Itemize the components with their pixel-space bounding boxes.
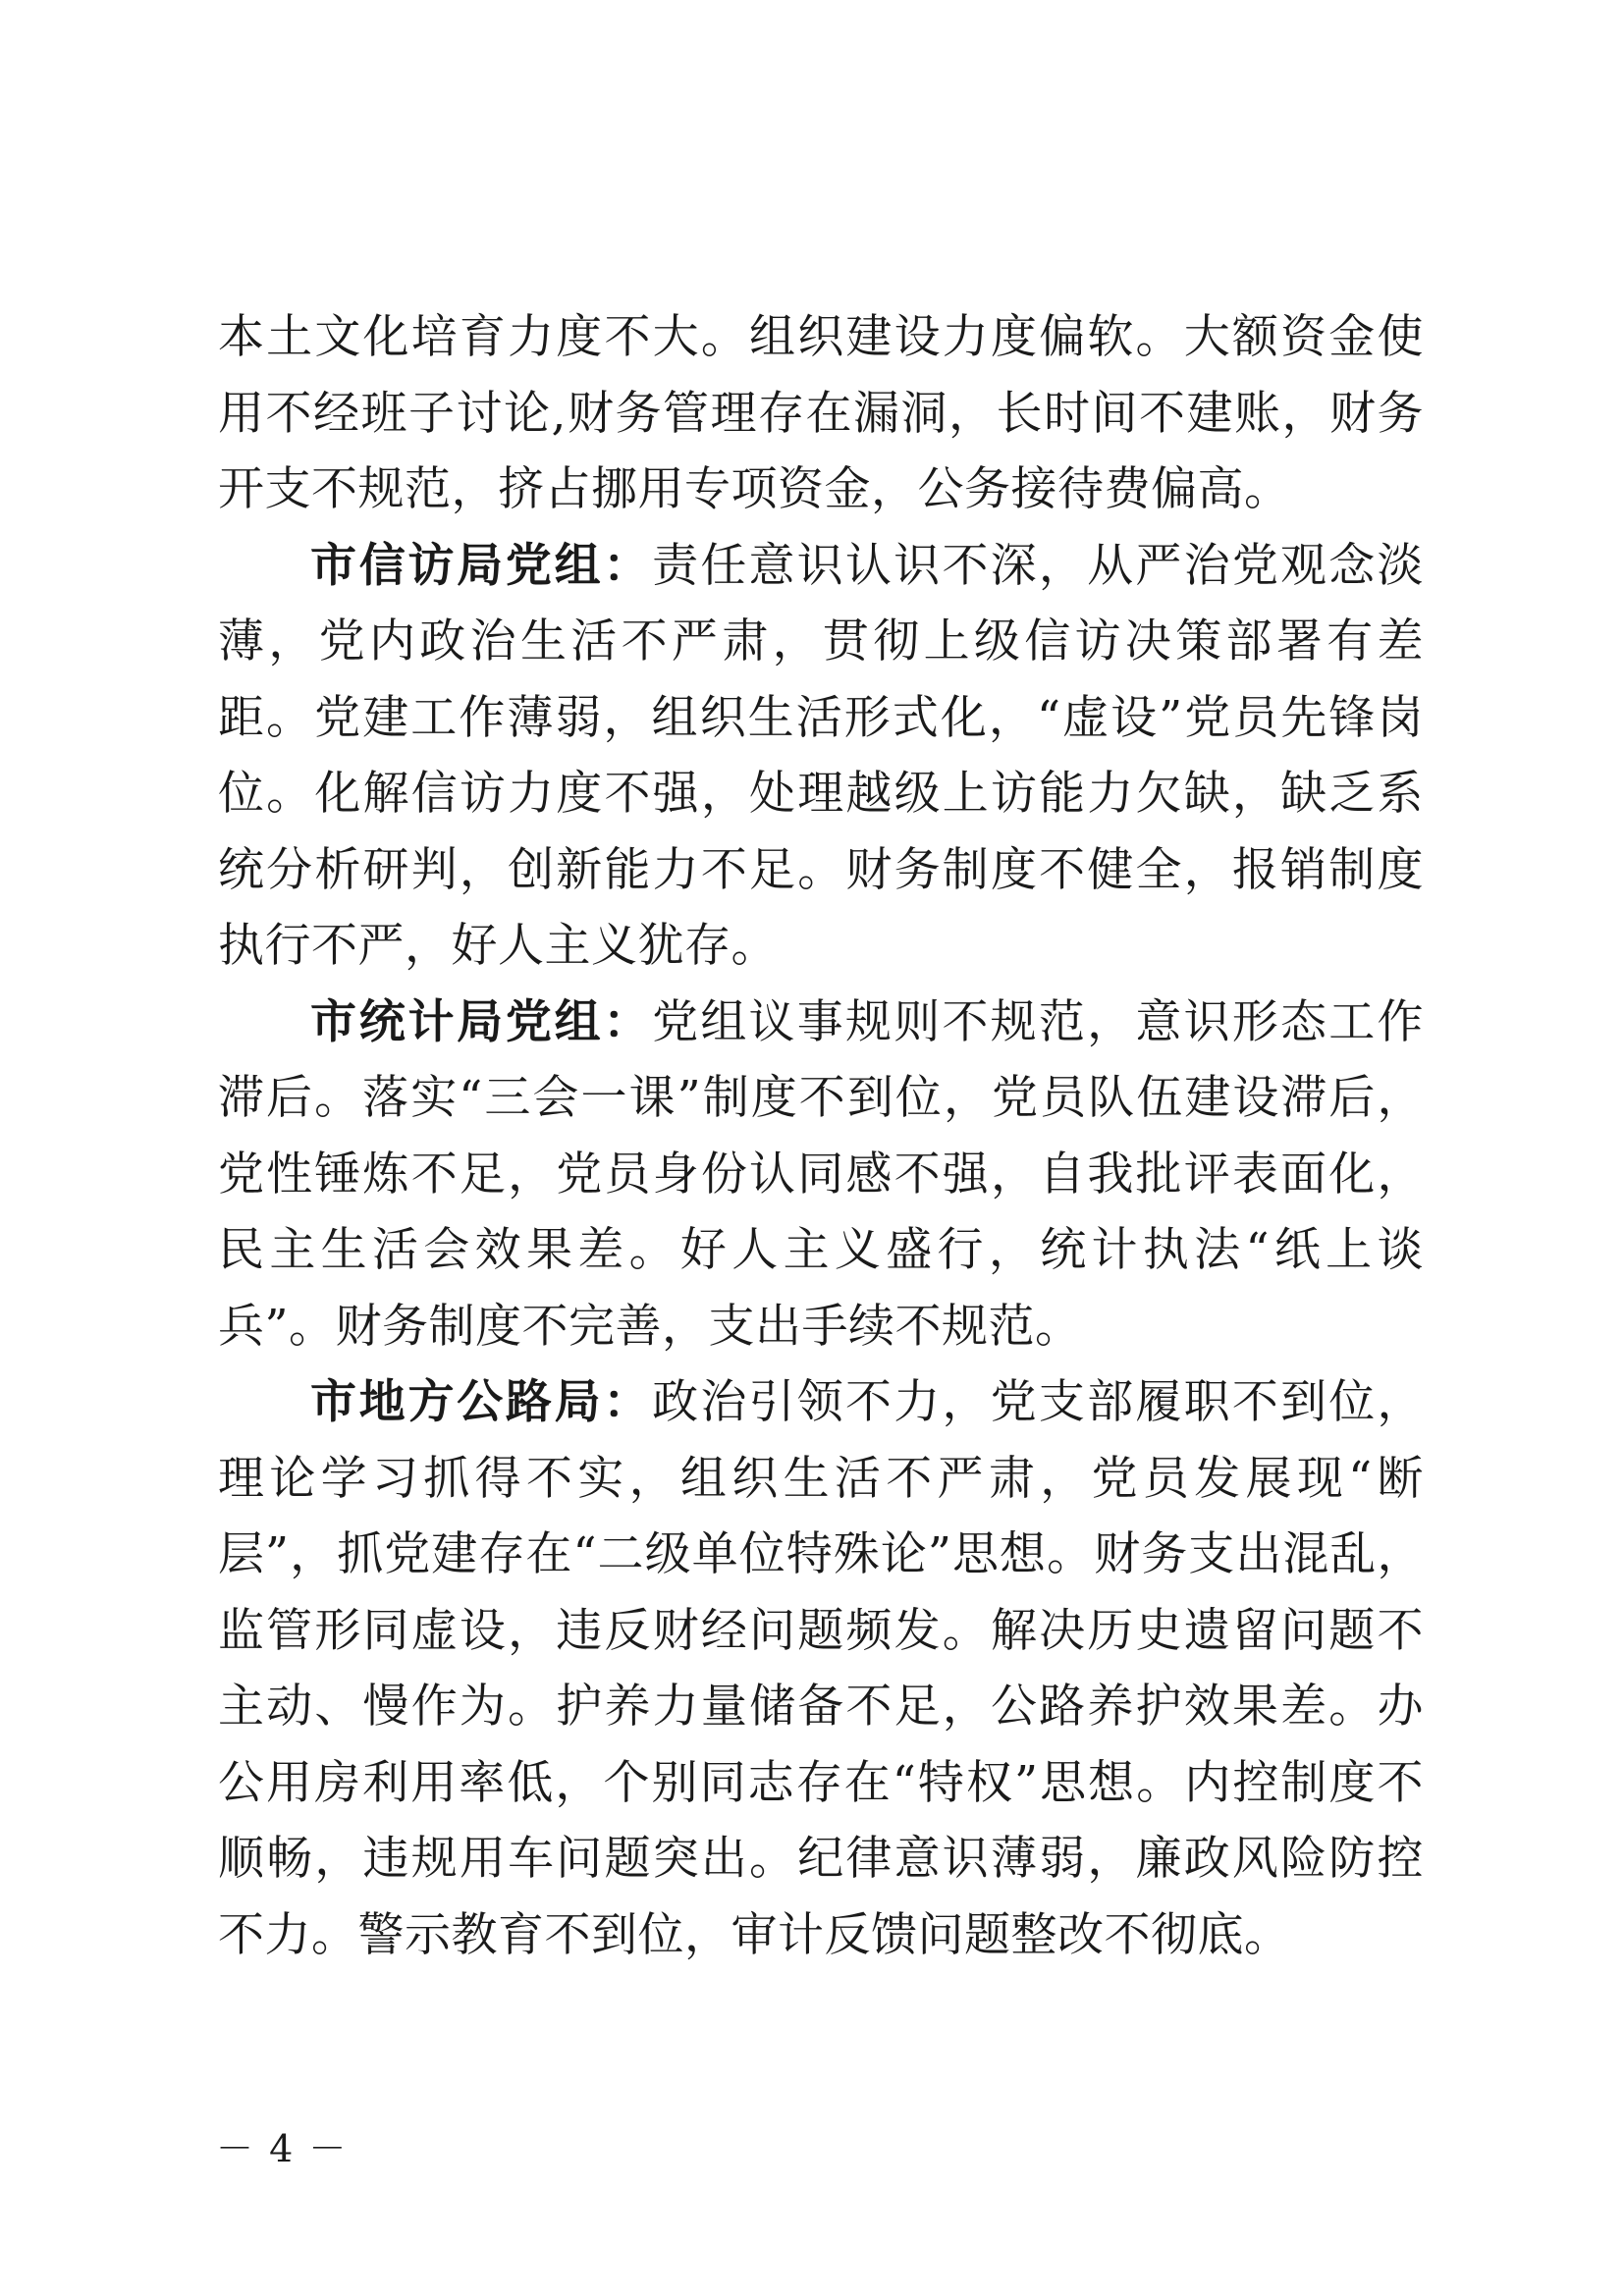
paragraph-text: 本土文化培育力度不大。组织建设力度偏软。大额资金使用不经班子讨论,财务管理存在漏洞，长时间不建账，财务开支不规范，挤占挪用专项资金，公务接待费偏高。 (218, 310, 1424, 516)
paragraph-text: 政治引领不力，党支部履职不到位，理论学习抓得不实，组织生活不严肃，党员发展现“断层”，抓党建存在“二级单位特殊论”思想。财务支出混乱，监管形同虚设，违反财经问题频发。解决历史遗留问题不主动、慢作为。护养力量储备不足，公路养护效果差。办公用房利用率低，个别同志存在“特权”思想。内控制度不顺畅，违规用车问题突出。纪律意识薄弱，廉政风险防控不力。警示教育不到位，审计反馈问题整改不彻底。 (218, 1375, 1425, 1962)
page-number: － 4 － (216, 2127, 349, 2170)
paragraph-statistics-bureau (218, 985, 1424, 1365)
paragraph-continuation (218, 299, 1424, 528)
paragraph-heading: 市信访局党组： (310, 538, 653, 593)
paragraph-text: 党组议事规则不规范，意识形态工作滞后。落实“三会一课”制度不到位，党员队伍建设滞后，党性锤炼不足，党员身份认同感不强，自我批评表面化，民主生活会效果差。好人主义盛行，统计执法“纸上谈兵”。财务制度不完善，支出手续不规范。 (218, 994, 1425, 1354)
paragraph-heading: 市地方公路局： (310, 1375, 653, 1429)
document-body (218, 299, 1424, 1973)
paragraph-petition-bureau (218, 528, 1424, 985)
paragraph-heading: 市统计局党组： (310, 994, 653, 1049)
paragraph-text: 责任意识认识不深，从严治党观念淡薄，党内政治生活不严肃，贯彻上级信访决策部署有差距。党建工作薄弱，组织生活形式化，“虚设”党员先锋岗位。化解信访力度不强，处理越级上访能力欠缺，缺乏系统分析研判，创新能力不足。财务制度不健全，报销制度执行不严，好人主义犹存。 (218, 538, 1425, 973)
paragraph-highway-bureau (218, 1364, 1424, 1973)
